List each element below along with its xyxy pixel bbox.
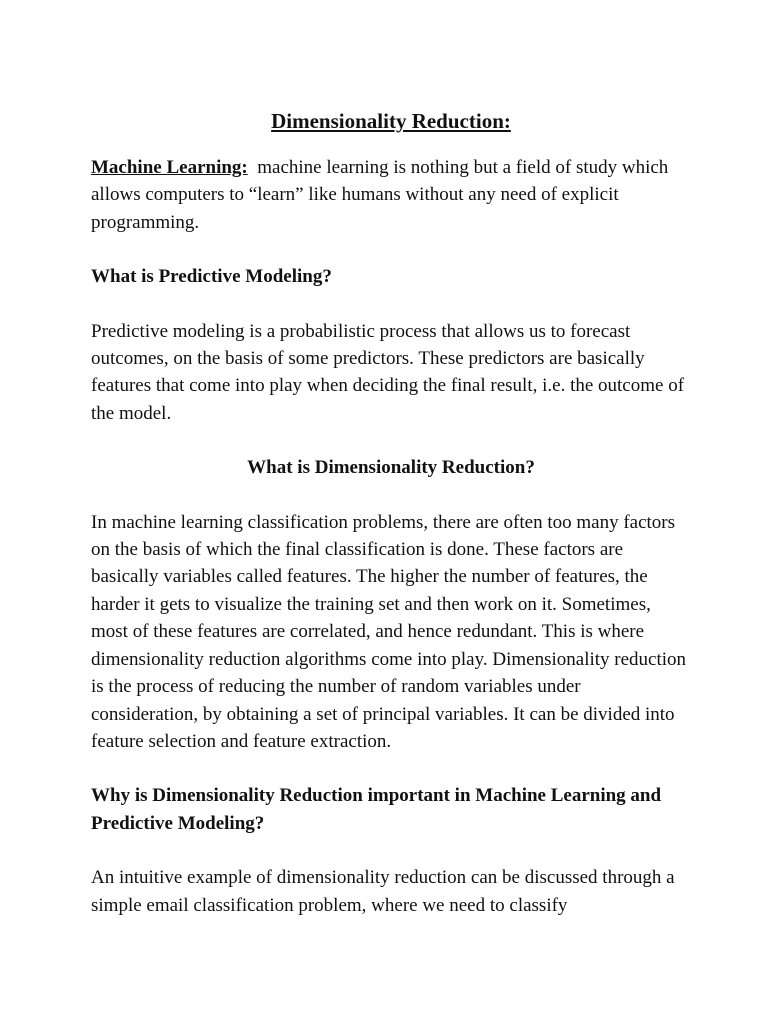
- predictive-modeling-heading: What is Predictive Modeling?: [91, 266, 332, 288]
- dimensionality-reduction-heading: What is Dimensionality Reduction?: [247, 457, 535, 479]
- dimensionality-reduction-paragraph: In machine learning classification problems, there are often too many factors on the basis of which the final classification is done. These factors are basically variables called features. The higher the number of features, the harder it gets to visualize the training set and then work on it. Sometimes, most of these features are correlated, and hence redundant. This is where dimensionality reduction algorithms come into play. Dimensionality reduction is the process of reducing the number of random variables under consideration, by obtaining a set of principal variables. It can be divided into feature selection and feature extraction.: [91, 511, 687, 752]
- email-classification-paragraph: An intuitive example of dimensionality reduction can be discussed through a simple email classification problem, where we need to classify: [91, 867, 675, 916]
- predictive-modeling-paragraph: Predictive modeling is a probabilistic process that allows us to forecast outcomes, on the basis of some predictors. These predictors are basically features that come into play when deciding the final result, i.e. the outcome of the model.: [91, 320, 685, 424]
- machine-learning-term: Machine Learning:: [91, 157, 248, 178]
- machine-learning-text: machine learning is nothing but a field of study which allows computers to “learn” like humans without any need of explicit programming.: [91, 157, 669, 233]
- machine-learning-definition: [91, 154, 691, 236]
- document-title: Dimensionality Reduction:: [271, 109, 511, 133]
- importance-heading: Why is Dimensionality Reduction important in Machine Learning and Predictive Modeling?: [91, 785, 662, 834]
- document-content: [91, 106, 691, 919]
